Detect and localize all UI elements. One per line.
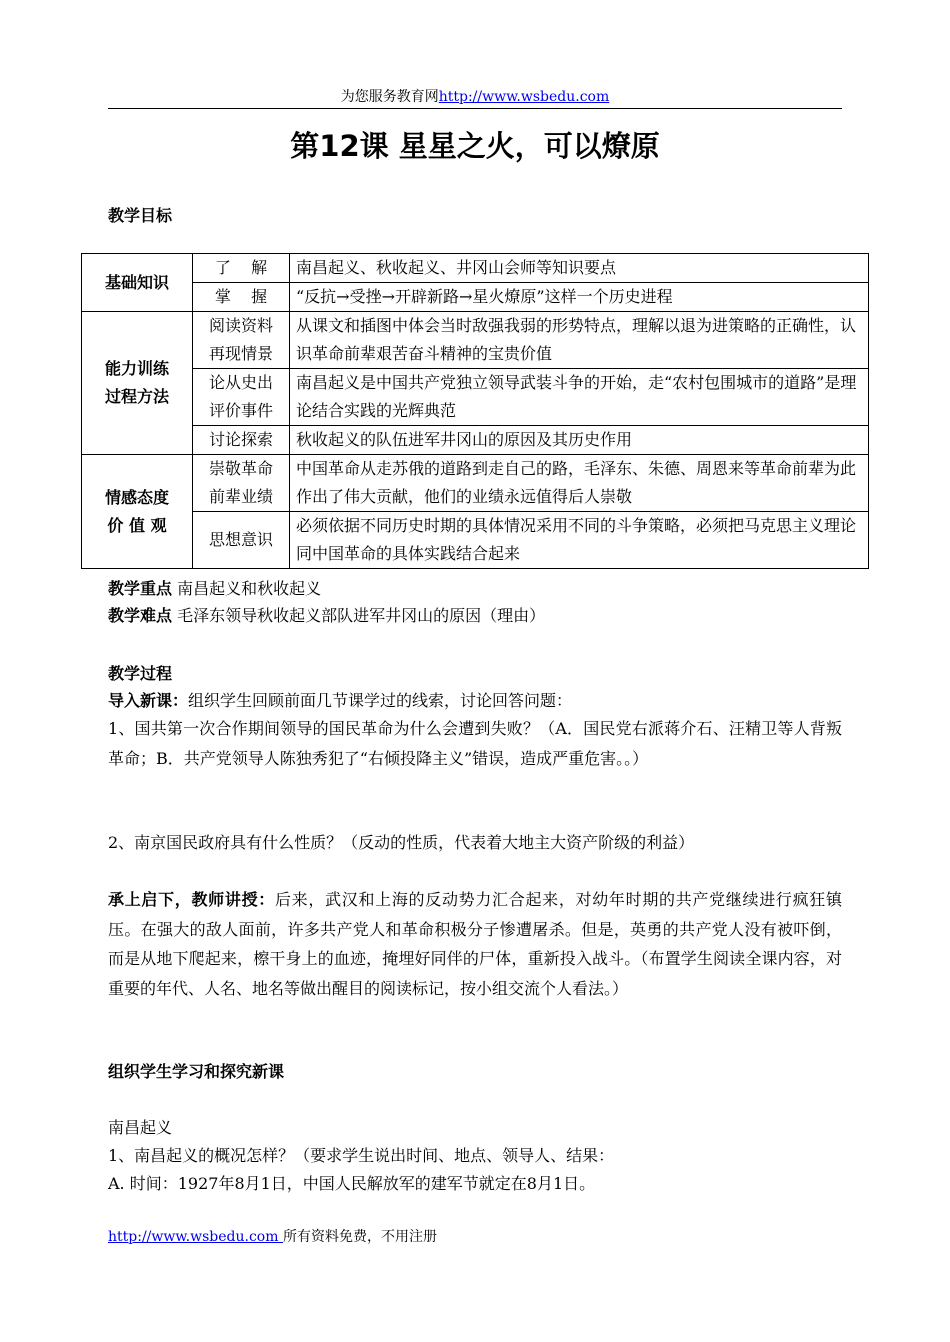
table-row (82, 455, 869, 512)
process-label: 教学过程 (108, 664, 173, 683)
page-header (108, 88, 842, 106)
objectives-label: 教学目标 (108, 206, 173, 225)
nanchang-question-1: 1、南昌起义的概况怎样？（要求学生说出时间、地点、领导人、结果： (108, 1146, 615, 1165)
table-row (82, 283, 869, 312)
transition-label: 承上启下，教师讲授： (108, 890, 275, 909)
sub-evaluate-line2: 评价事件 (208, 401, 273, 420)
desc-understand: 南昌起义、秋收起义、井冈山会师等知识要点 (290, 254, 869, 283)
key-point-text: 南昌起义和秋收起义 (177, 579, 322, 598)
lesson-title: 第12课 星星之火，可以燎原 (290, 129, 660, 163)
sub-respect (193, 455, 290, 512)
table-row (82, 312, 869, 369)
category-ability-line1: 能力训练 (104, 359, 169, 378)
key-point (108, 574, 842, 603)
intro-label: 导入新课： (108, 691, 189, 710)
category-emotion (82, 455, 193, 569)
difficulty-text: 毛泽东领导秋收起义部队进军井冈山的原因（理由） (177, 606, 546, 625)
key-point-label: 教学重点 (108, 579, 173, 598)
sub-evaluate (193, 369, 290, 426)
desc-reading: 从课文和插图中体会当时敌强我弱的形势特点，理解以退为进策略的正确性，认识革命前辈艰苦奋斗精神的宝贵价值 (290, 312, 869, 369)
transition (108, 885, 842, 1003)
category-ability-line2: 过程方法 (104, 387, 169, 406)
question-2: 2、南京国民政府具有什么性质？（反动的性质，代表着大地主大资产阶级的利益） (108, 833, 695, 852)
sub-respect-line1: 崇敬革命 (208, 459, 273, 478)
footer-link[interactable]: http://www.wsbedu.com (108, 1229, 283, 1245)
table-row (82, 512, 869, 569)
sub-evaluate-line1: 论从史出 (208, 373, 273, 392)
sub-reading-line1: 阅读资料 (208, 316, 273, 335)
page-footer (108, 1228, 437, 1246)
intro-text: 组织学生回顾前面几节课学过的线索，讨论回答问题： (188, 691, 573, 710)
table-row (82, 254, 869, 283)
nanchang-answer-a: A. 时间：1927年8月1日，中国人民解放军的建军节就定在8月1日。 (108, 1174, 596, 1193)
header-text: 为您服务教育网 (340, 89, 439, 105)
footer-text: 所有资料免费，不用注册 (282, 1229, 437, 1245)
sub-reading (193, 312, 290, 369)
header-link[interactable]: http://www.wsbedu.com (438, 89, 610, 105)
desc-ideology: 必须依据不同历史时期的具体情况采用不同的斗争策略，必须把马克思主义理论同中国革命的具体实践结合起来 (290, 512, 869, 569)
table-row (82, 369, 869, 426)
table-row (82, 426, 869, 455)
category-emotion-line1: 情感态度 (104, 487, 169, 507)
sub-master: 掌 握 (193, 283, 290, 312)
sub-discuss: 讨论探索 (193, 426, 290, 455)
category-basic: 基础知识 (82, 254, 193, 312)
intro (108, 686, 842, 715)
organize-label: 组织学生学习和探究新课 (108, 1062, 285, 1081)
desc-discuss: 秋收起义的队伍进军井冈山的原因及其历史作用 (290, 426, 869, 455)
difficulty-label: 教学难点 (108, 606, 173, 625)
sub-understand: 了 解 (193, 254, 290, 283)
difficulty (108, 601, 842, 630)
objectives-table (81, 253, 869, 569)
category-emotion-line2: 价 值 观 (107, 515, 167, 535)
desc-respect: 中国革命从走苏俄的道路到走自己的路，毛泽东、朱德、周恩来等革命前辈为此作出了伟大贡献，他们的业绩永远值得后人崇敬 (290, 455, 869, 512)
header-divider (108, 108, 842, 109)
sub-respect-line2: 前辈业绩 (208, 487, 273, 506)
transition-text: 后来，武汉和上海的反动势力汇合起来，对幼年时期的共产党继续进行疯狂镇压。在强大的敌人面前，许多共产党人和革命积极分子惨遭屠杀。但是，英勇的共产党人没有被吓倒，而是从地下爬起来，檫干身上的血迹，掩埋好同伴的尸体，重新投入战斗。（布置学生阅读全课内容，对重要的年代、人名、地名等做出醒目的阅读标记，按小组交流个人看法。） (108, 890, 842, 998)
question-1: 1、国共第一次合作期间领导的国民革命为什么会遭到失败？（A．国民党右派蒋介石、汪精卫等人背叛革命；B．共产党领导人陈独秀犯了“右倾投降主义”错误，造成严重危害。。） (108, 719, 842, 768)
nanchang-heading: 南昌起义 (108, 1118, 173, 1137)
desc-master: “反抗→受挫→开辟新路→星火燎原”这样一个历史进程 (290, 283, 869, 312)
desc-evaluate: 南昌起义是中国共产党独立领导武装斗争的开始，走“农村包围城市的道路”是理论结合实践的光辉典范 (290, 369, 869, 426)
sub-ideology: 思想意识 (193, 512, 290, 569)
sub-reading-line2: 再现情景 (208, 344, 273, 363)
category-ability (82, 312, 193, 455)
